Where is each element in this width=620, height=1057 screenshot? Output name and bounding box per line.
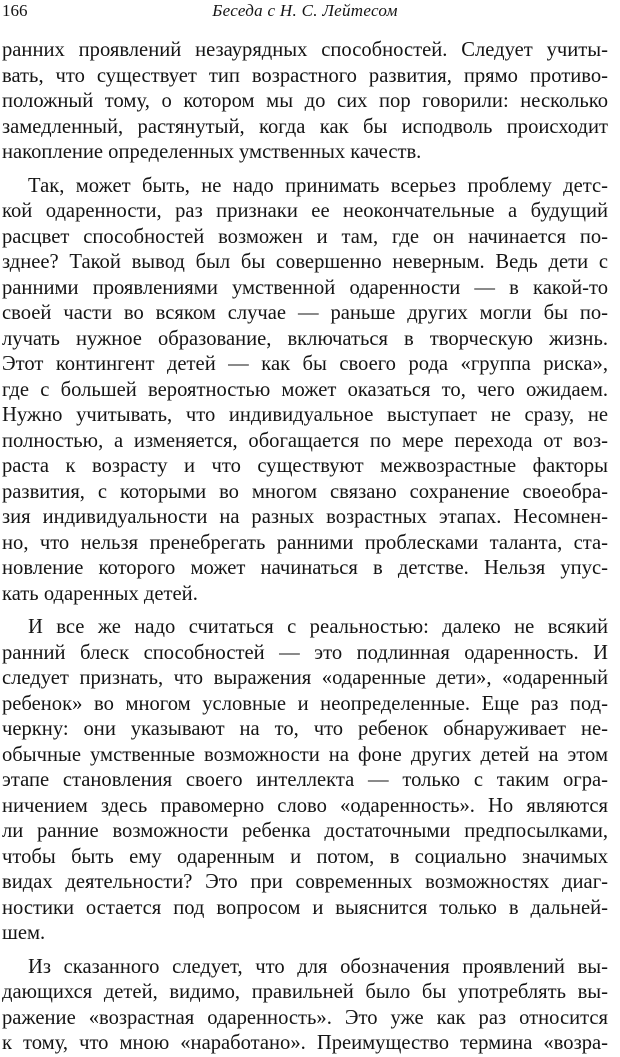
paragraph-1 [2, 38, 608, 166]
page-number: 166 [2, 1, 28, 20]
text-line: положный тому, о котором мы до сих пор говорили: несколько [2, 90, 608, 112]
text-line: зия индивидуальности на разных возрастных этапах. Несомнен- [2, 506, 608, 528]
text-line: новление которого может начинаться в детстве. Нельзя упус- [2, 557, 608, 579]
text-line: ребенок» во многом условные и неопределенные. Еще раз под- [2, 692, 608, 715]
text-line: И все же надо считаться с реальностью: далеко не всякий [28, 616, 608, 638]
running-title: Беседа с Н. С. Лейтесом [212, 1, 398, 20]
text-line: дающихся детей, видимо, правильней было бы употреблять вы- [2, 981, 608, 1003]
text-line: чтобы быть ему одаренным и потом, в социально значимых [2, 845, 608, 868]
text-line: полностью, а изменяется, обогащается по мере перехода от воз- [2, 429, 608, 452]
text-line: где с большей вероятностью может оказаться то, чего ожидаем. [2, 378, 608, 401]
text-line: но, что нельзя пренебрегать ранними проблесками таланта, ста- [2, 531, 608, 554]
text-line: шем. [2, 922, 46, 944]
text-line: Так, может быть, не надо принимать всерьез проблему детс- [28, 174, 608, 197]
text-line: обычные умственные возможности на фоне других детей на этом [2, 743, 608, 766]
text-line: ранний блеск способностей — это подлинная одаренность. И [2, 641, 608, 664]
text-line: своей части во всяком случае — раньше других могли бы по- [2, 302, 608, 324]
text-line: лучать нужное образование, включаться в творческую жизнь. [2, 327, 608, 350]
text-line: кой одаренности, раз признаки ее неокончательные а будущий [2, 200, 608, 222]
paragraph-3 [2, 615, 608, 947]
text-line: ражение «возрастная одаренность». Это уже как раз относится [2, 1006, 608, 1029]
text-line: Из сказанного следует, что для обозначения проявлений вы- [28, 955, 608, 978]
text-line: кать одаренных детей. [2, 582, 198, 605]
text-line: раста к возрасту и что существуют межвозрастные факторы [2, 455, 608, 477]
text-line: зднее? Такой вывод был бы совершенно неверным. Ведь дети с [2, 251, 608, 273]
paragraph-2 [2, 174, 608, 608]
text-line: ностики остается под вопросом и выяснится только в дальней- [2, 896, 608, 919]
text-line: черкну: они указывают на то, что ребенок обнаруживает не- [2, 718, 608, 740]
text-line: к тому, что мною «наработано». Преимущество термина «возра- [2, 1032, 608, 1054]
paragraph-4 [2, 955, 608, 1057]
page-header [2, 0, 608, 26]
text-line: ранними проявлениями умственной одаренности — в какой-то [2, 276, 608, 299]
text-line: ранних проявлений незаурядных способностей. Следует учиты- [2, 39, 608, 61]
text-line: вать, что существует тип возрастного развития, прямо противо- [2, 64, 608, 87]
text-line: ничением здесь правомерно слово «одаренность». Но являются [2, 794, 608, 817]
text-line: этапе становления своего интеллекта — только с таким огра- [2, 769, 608, 791]
text-line: Нужно учитывать, что индивидуальное выступает не сразу, не [2, 404, 608, 426]
body-text [2, 38, 608, 1057]
text-line: накопление определенных умственных качеств. [2, 141, 422, 163]
text-line: развития, с которыми во многом связано сохранение своеобра- [2, 480, 608, 503]
text-line: Этот контингент детей — как бы своего рода «группа риска», [2, 353, 608, 375]
text-line: следует признать, что выражения «одаренные дети», «одаренный [2, 667, 608, 689]
text-line: замедленный, растянутый, когда как бы исподволь происходит [2, 115, 608, 138]
text-line: видах деятельности? Это при современных возможностях диаг- [2, 871, 608, 893]
text-line: расцвет способностей возможен и там, где он начинается по- [2, 225, 608, 248]
text-line: ли ранние возможности ребенка достаточными предпосылками, [2, 820, 608, 842]
